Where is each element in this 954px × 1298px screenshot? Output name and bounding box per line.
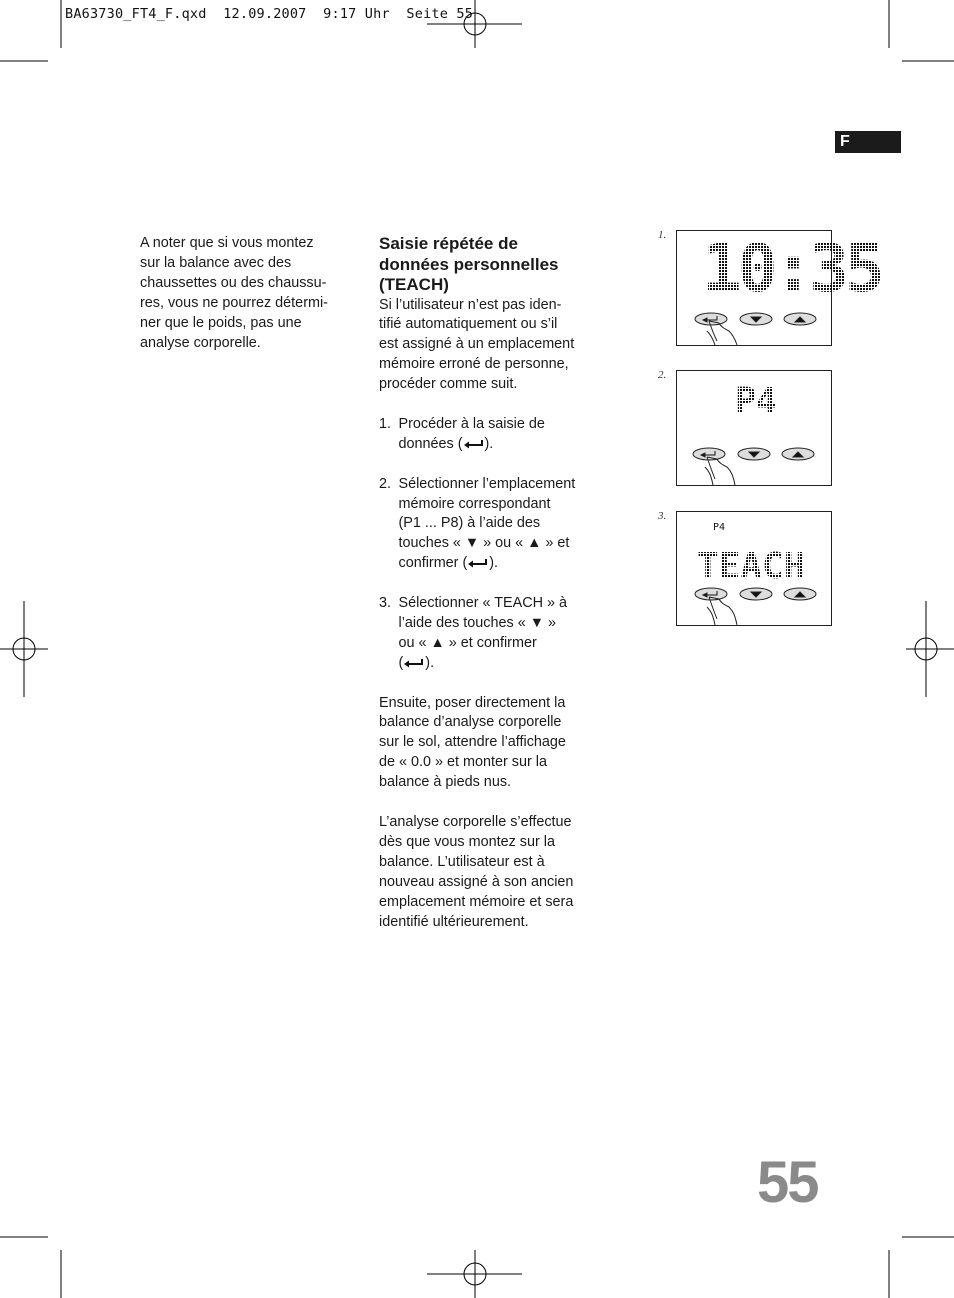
down-arrow-icon: ▼ [464, 535, 480, 552]
final-paragraph: L’analyse corporelle s’effectue dès que vous montez sur la balance. L’utilisateur est à nouveau assigné à son ancien emplacement mémoire et sera identifié ultérieurement. [379, 813, 574, 930]
step-2: 2. Sélectionner l’emplacement mémoire correspondant (P1 ... P8) à l’aide des touches « ▼ » ou « ▲ » et confirmer ( ). [379, 475, 576, 572]
figure-2-display [676, 370, 832, 486]
figure-1-display [676, 230, 881, 346]
finger-icon [707, 597, 737, 625]
up-arrow-icon: ▲ [527, 535, 542, 552]
step-1: 1. Procéder à la saisie de données ( ). [379, 415, 545, 452]
intro-paragraph: Si l’utilisateur n’est pas iden- tifié automatiquement ou s’il est assigné à un emplacement mémoire erroné de personne, procéder comme suit. [379, 296, 575, 393]
figure-3-label: 3. [658, 510, 667, 522]
enter-key-icon [403, 658, 425, 668]
enter-key-icon [467, 558, 489, 568]
lcd-time-readout: 10:35 [702, 230, 881, 307]
lcd-teach-readout: TEACH [697, 546, 806, 587]
figure-2-label: 2. [658, 369, 667, 381]
lcd-profile-readout: P4 [735, 381, 777, 422]
enter-button [695, 313, 727, 325]
enter-key-icon [463, 439, 485, 449]
after-paragraph: Ensuite, poser directement la balance d’analyse corporelle sur le sol, attendre l’affichage de « 0.0 » et monter sur la balance à pieds nus. [379, 694, 566, 791]
finger-icon [705, 457, 735, 485]
language-tab: F [835, 131, 901, 153]
scale-buttons [695, 313, 816, 325]
file-slug: BA63730_FT4_F.qxd 12.09.2007 9:17 Uhr Seite 55 [65, 6, 474, 22]
enter-button [693, 448, 725, 460]
left-column [140, 234, 350, 353]
figure-1-label: 1. [658, 229, 667, 241]
down-arrow-icon: ▼ [529, 614, 544, 631]
up-arrow-icon: ▲ [430, 634, 445, 651]
enter-button [695, 588, 727, 600]
main-column [379, 234, 599, 932]
page-number: 55 [757, 1150, 818, 1215]
figure-3-display [676, 511, 832, 626]
section-title: Saisie répétée de données personnelles (TEACH) [379, 234, 559, 294]
step-3: 3. Sélectionner « TEACH » à l’aide des touches « ▼ » ou « ▲ » et confirmer ( ). [379, 595, 568, 671]
lcd-small-profile: P4 [713, 522, 726, 533]
note-paragraph: A noter que si vous montez sur la balance avec des chaussettes ou des chaussu- res, vous ne pourrez détermi- ner que le poids, pas une analyse corporelle. [140, 235, 328, 351]
